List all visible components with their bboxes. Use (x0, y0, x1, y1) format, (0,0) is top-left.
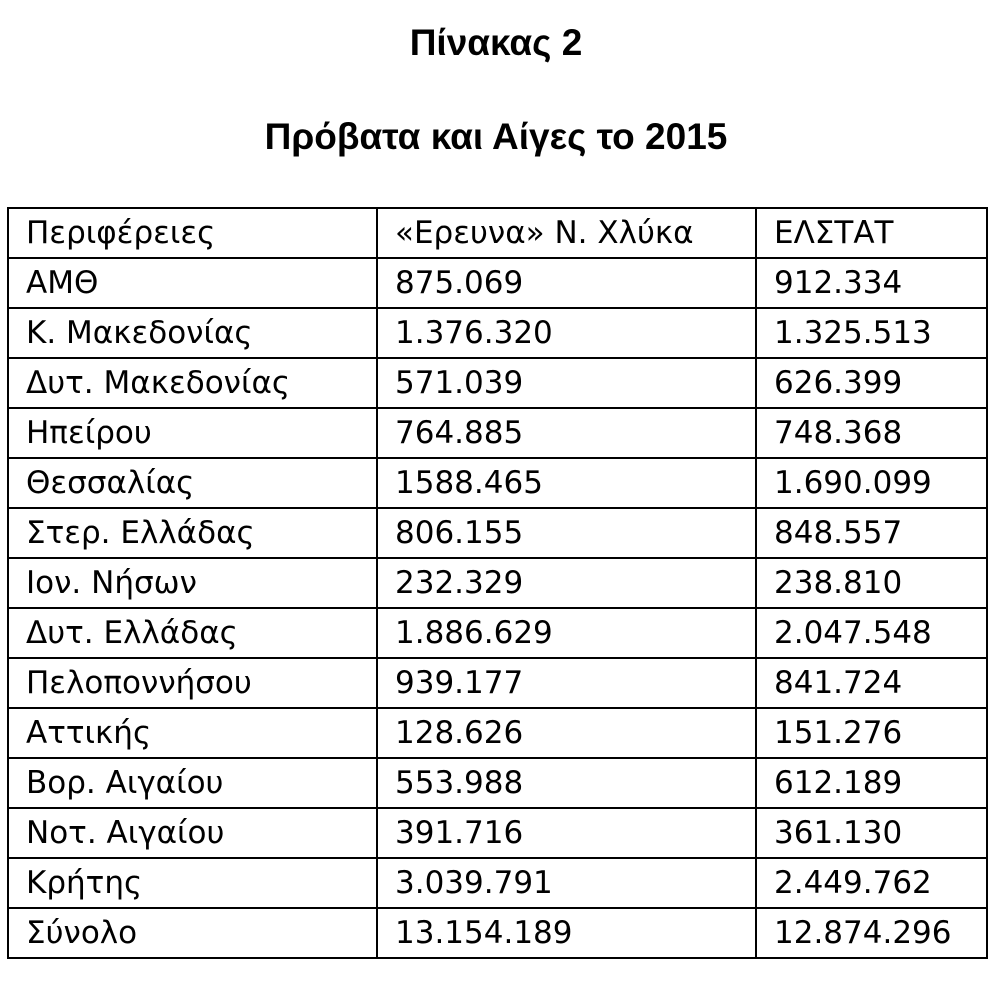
elstat-value-cell: 151.276 (756, 708, 987, 758)
table-row (8, 358, 987, 408)
region-cell: Βορ. Αιγαίου (8, 758, 377, 808)
elstat-value-cell: 361.130 (756, 808, 987, 858)
table-row (8, 258, 987, 308)
elstat-value-cell: 626.399 (756, 358, 987, 408)
table-row (8, 408, 987, 458)
region-cell: Δυτ. Ελλάδας (8, 608, 377, 658)
region-cell: Κρήτης (8, 858, 377, 908)
table-title: Πίνακας 2 (409, 22, 583, 63)
table-row (8, 308, 987, 358)
survey-value-cell: 1588.465 (377, 458, 756, 508)
table-header-row (8, 208, 987, 258)
survey-value-cell: 571.039 (377, 358, 756, 408)
table-row (8, 858, 987, 908)
region-cell: Νοτ. Αιγαίου (8, 808, 377, 858)
table-row (8, 708, 987, 758)
table-row (8, 558, 987, 608)
data-table (7, 207, 988, 959)
survey-value-cell: 232.329 (377, 558, 756, 608)
elstat-value-cell: 1.690.099 (756, 458, 987, 508)
region-cell: Αττικής (8, 708, 377, 758)
elstat-value-cell: 238.810 (756, 558, 987, 608)
table-body (8, 208, 987, 958)
elstat-value-cell: 2.047.548 (756, 608, 987, 658)
header-cell-survey: «Ερευνα» Ν. Χλύκα (377, 208, 756, 258)
survey-value-cell: 875.069 (377, 258, 756, 308)
header-cell-elstat: ΕΛΣΤΑΤ (756, 208, 987, 258)
region-cell: Δυτ. Μακεδονίας (8, 358, 377, 408)
elstat-value-cell: 912.334 (756, 258, 987, 308)
region-cell: Κ. Μακεδονίας (8, 308, 377, 358)
region-cell: Ιον. Νήσων (8, 558, 377, 608)
region-cell: Σύνολο (8, 908, 377, 958)
table-subtitle: Πρόβατα και Αίγες το 2015 (264, 116, 728, 157)
survey-value-cell: 939.177 (377, 658, 756, 708)
survey-value-cell: 13.154.189 (377, 908, 756, 958)
survey-value-cell: 3.039.791 (377, 858, 756, 908)
table-row (8, 658, 987, 708)
region-cell: ΑΜΘ (8, 258, 377, 308)
table-row (8, 608, 987, 658)
survey-value-cell: 553.988 (377, 758, 756, 808)
header-cell-region: Περιφέρειες (8, 208, 377, 258)
table-row (8, 758, 987, 808)
elstat-value-cell: 1.325.513 (756, 308, 987, 358)
region-cell: Ηπείρου (8, 408, 377, 458)
elstat-value-cell: 748.368 (756, 408, 987, 458)
region-cell: Θεσσαλίας (8, 458, 377, 508)
survey-value-cell: 764.885 (377, 408, 756, 458)
survey-value-cell: 1.886.629 (377, 608, 756, 658)
elstat-value-cell: 848.557 (756, 508, 987, 558)
region-cell: Στερ. Ελλάδας (8, 508, 377, 558)
survey-value-cell: 806.155 (377, 508, 756, 558)
elstat-value-cell: 612.189 (756, 758, 987, 808)
table-row (8, 908, 987, 958)
elstat-value-cell: 12.874.296 (756, 908, 987, 958)
elstat-value-cell: 841.724 (756, 658, 987, 708)
region-cell: Πελοποννήσου (8, 658, 377, 708)
table-row (8, 458, 987, 508)
survey-value-cell: 391.716 (377, 808, 756, 858)
survey-value-cell: 1.376.320 (377, 308, 756, 358)
table-row (8, 808, 987, 858)
survey-value-cell: 128.626 (377, 708, 756, 758)
table-row (8, 508, 987, 558)
elstat-value-cell: 2.449.762 (756, 858, 987, 908)
